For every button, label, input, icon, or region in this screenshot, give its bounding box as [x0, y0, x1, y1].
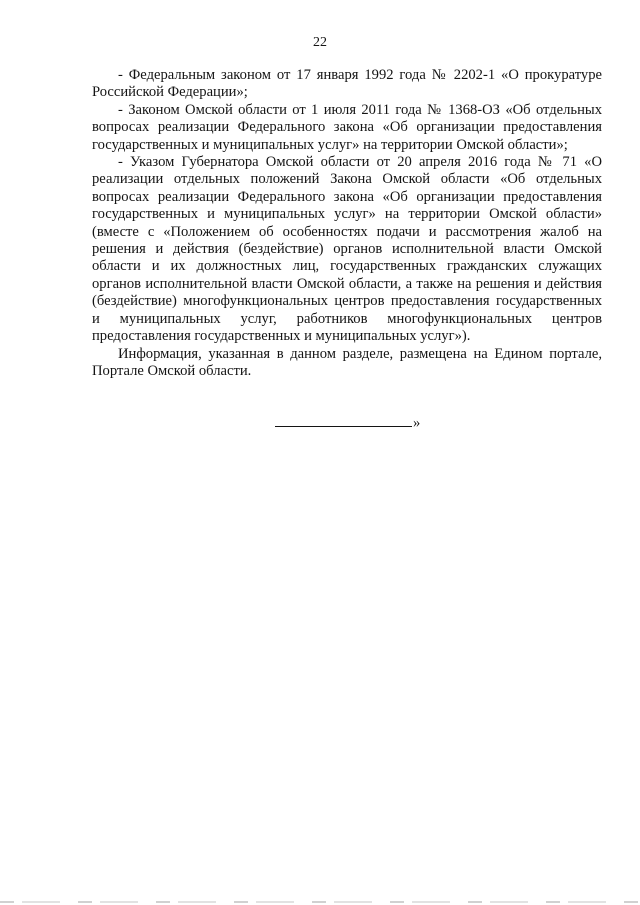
paragraph-omsk-regional-law: - Законом Омской области от 1 июля 2011 года № 1368-ОЗ «Об отдельных вопросах реализации Федерального закона «Об организации предоставления государственных и муниципальных услуг» на территории Омской области»; — [92, 101, 602, 153]
scan-edge-artifact — [0, 901, 640, 903]
paragraph-governor-decree: - Указом Губернатора Омской области от 20 апреля 2016 года № 71 «О реализации отдельных положений Закона Омской области «Об отдельных вопросах реализации Федерального закона «Об организации предоставления государственных и муниципальных услуг» на территории Омской области» (вместе с «Положением об особенностях подачи и рассмотрения жалоб на решения и действия (бездействие) органов исполнительной власти Омской области и их должностных лиц, государственных гражданских служащих органов исполнительной власти Омской области, а также на решения и действия (бездействие) многофункциональных центров предоставления государственных и муниципальных услуг, работников многофункциональных центров предоставления государственных и муниципальных услуг»). — [92, 154, 602, 345]
page-number: 22 — [313, 35, 327, 50]
closing-mark — [275, 412, 435, 432]
document-body — [92, 67, 602, 380]
paragraph-federal-law: - Федеральным законом от 17 января 1992 года № 2202-1 «О прокуратуре Российской Федерации»; — [92, 67, 602, 101]
closing-quote: » — [413, 415, 421, 431]
closing-rule — [275, 412, 412, 427]
paragraph-information-note: Информация, указанная в данном разделе, размещена на Едином портале, Портале Омской области. — [92, 345, 602, 379]
